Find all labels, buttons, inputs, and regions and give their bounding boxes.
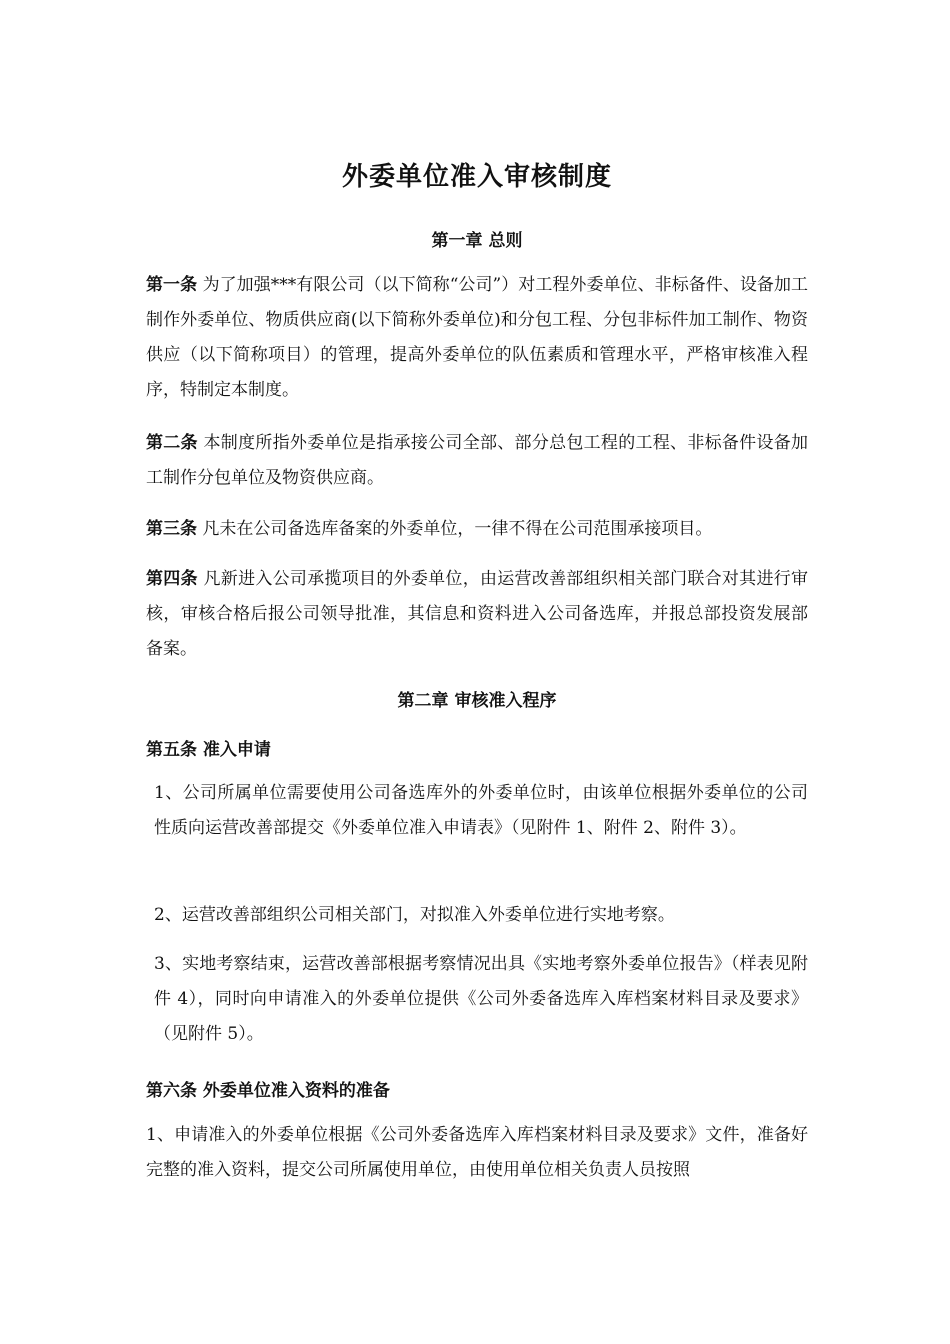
article-1 — [146, 268, 808, 408]
article-text: 本制度所指外委单位是指承接公司全部、部分总包工程的工程、非标备件设备加工制作分包单位及物资供应商。 — [146, 433, 809, 488]
article-6-item-1: 1、申请准入的外委单位根据《公司外委备选库入库档案材料目录及要求》文件，准备好完整的准入资料，提交公司所属使用单位，由使用单位相关负责人员按照 — [146, 1125, 808, 1180]
article-4 — [146, 562, 808, 667]
article-2 — [146, 426, 808, 496]
article-text: 为了加强***有限公司（以下简称“公司”）对工程外委单位、非标备件、设备加工制作外委单位、物质供应商(以下简称外委单位)和分包工程、分包非标件加工制作、物资供应（以下简称项目）的管理，提高外委单位的队伍素质和管理水平，严格审核准入程序，特制定本制度。 — [146, 275, 808, 400]
article-5-item-2: 2、运营改善部组织公司相关部门，对拟准入外委单位进行实地考察。 — [154, 905, 675, 925]
article-3 — [146, 512, 808, 547]
article-label: 第四条 — [146, 569, 198, 589]
article-5-item-1: 1、公司所属单位需要使用公司备选库外的外委单位时，由该单位根据外委单位的公司性质向运营改善部提交《外委单位准入申请表》（见附件 1、附件 2、附件 3）。 — [154, 783, 808, 838]
article-text: 凡新进入公司承揽项目的外委单位，由运营改善部组织相关部门联合对其进行审核，审核合格后报公司领导批准，其信息和资料进入公司备选库，并报总部投资发展部备案。 — [146, 569, 809, 659]
article-label: 第一条 — [146, 275, 198, 295]
article-5-heading: 第五条 准入申请 — [146, 740, 271, 760]
document-title: 外委单位准入审核制度 — [341, 162, 612, 192]
article-label: 第二条 — [146, 433, 198, 453]
article-text: 凡未在公司备选库备案的外委单位，一律不得在公司范围承接项目。 — [197, 519, 713, 539]
article-label: 第三条 — [146, 519, 197, 539]
article-5-item-3: 3、实地考察结束，运营改善部根据考察情况出具《实地考察外委单位报告》（样表见附件 4），同时向申请准入的外委单位提供《公司外委备选库入库档案材料目录及要求》（见附件 5）。 — [154, 954, 808, 1044]
chapter-1-heading: 第一章 总则 — [431, 231, 523, 251]
article-6-heading: 第六条 外委单位准入资料的准备 — [146, 1081, 390, 1101]
chapter-2-heading: 第二章 审核准入程序 — [397, 691, 557, 711]
